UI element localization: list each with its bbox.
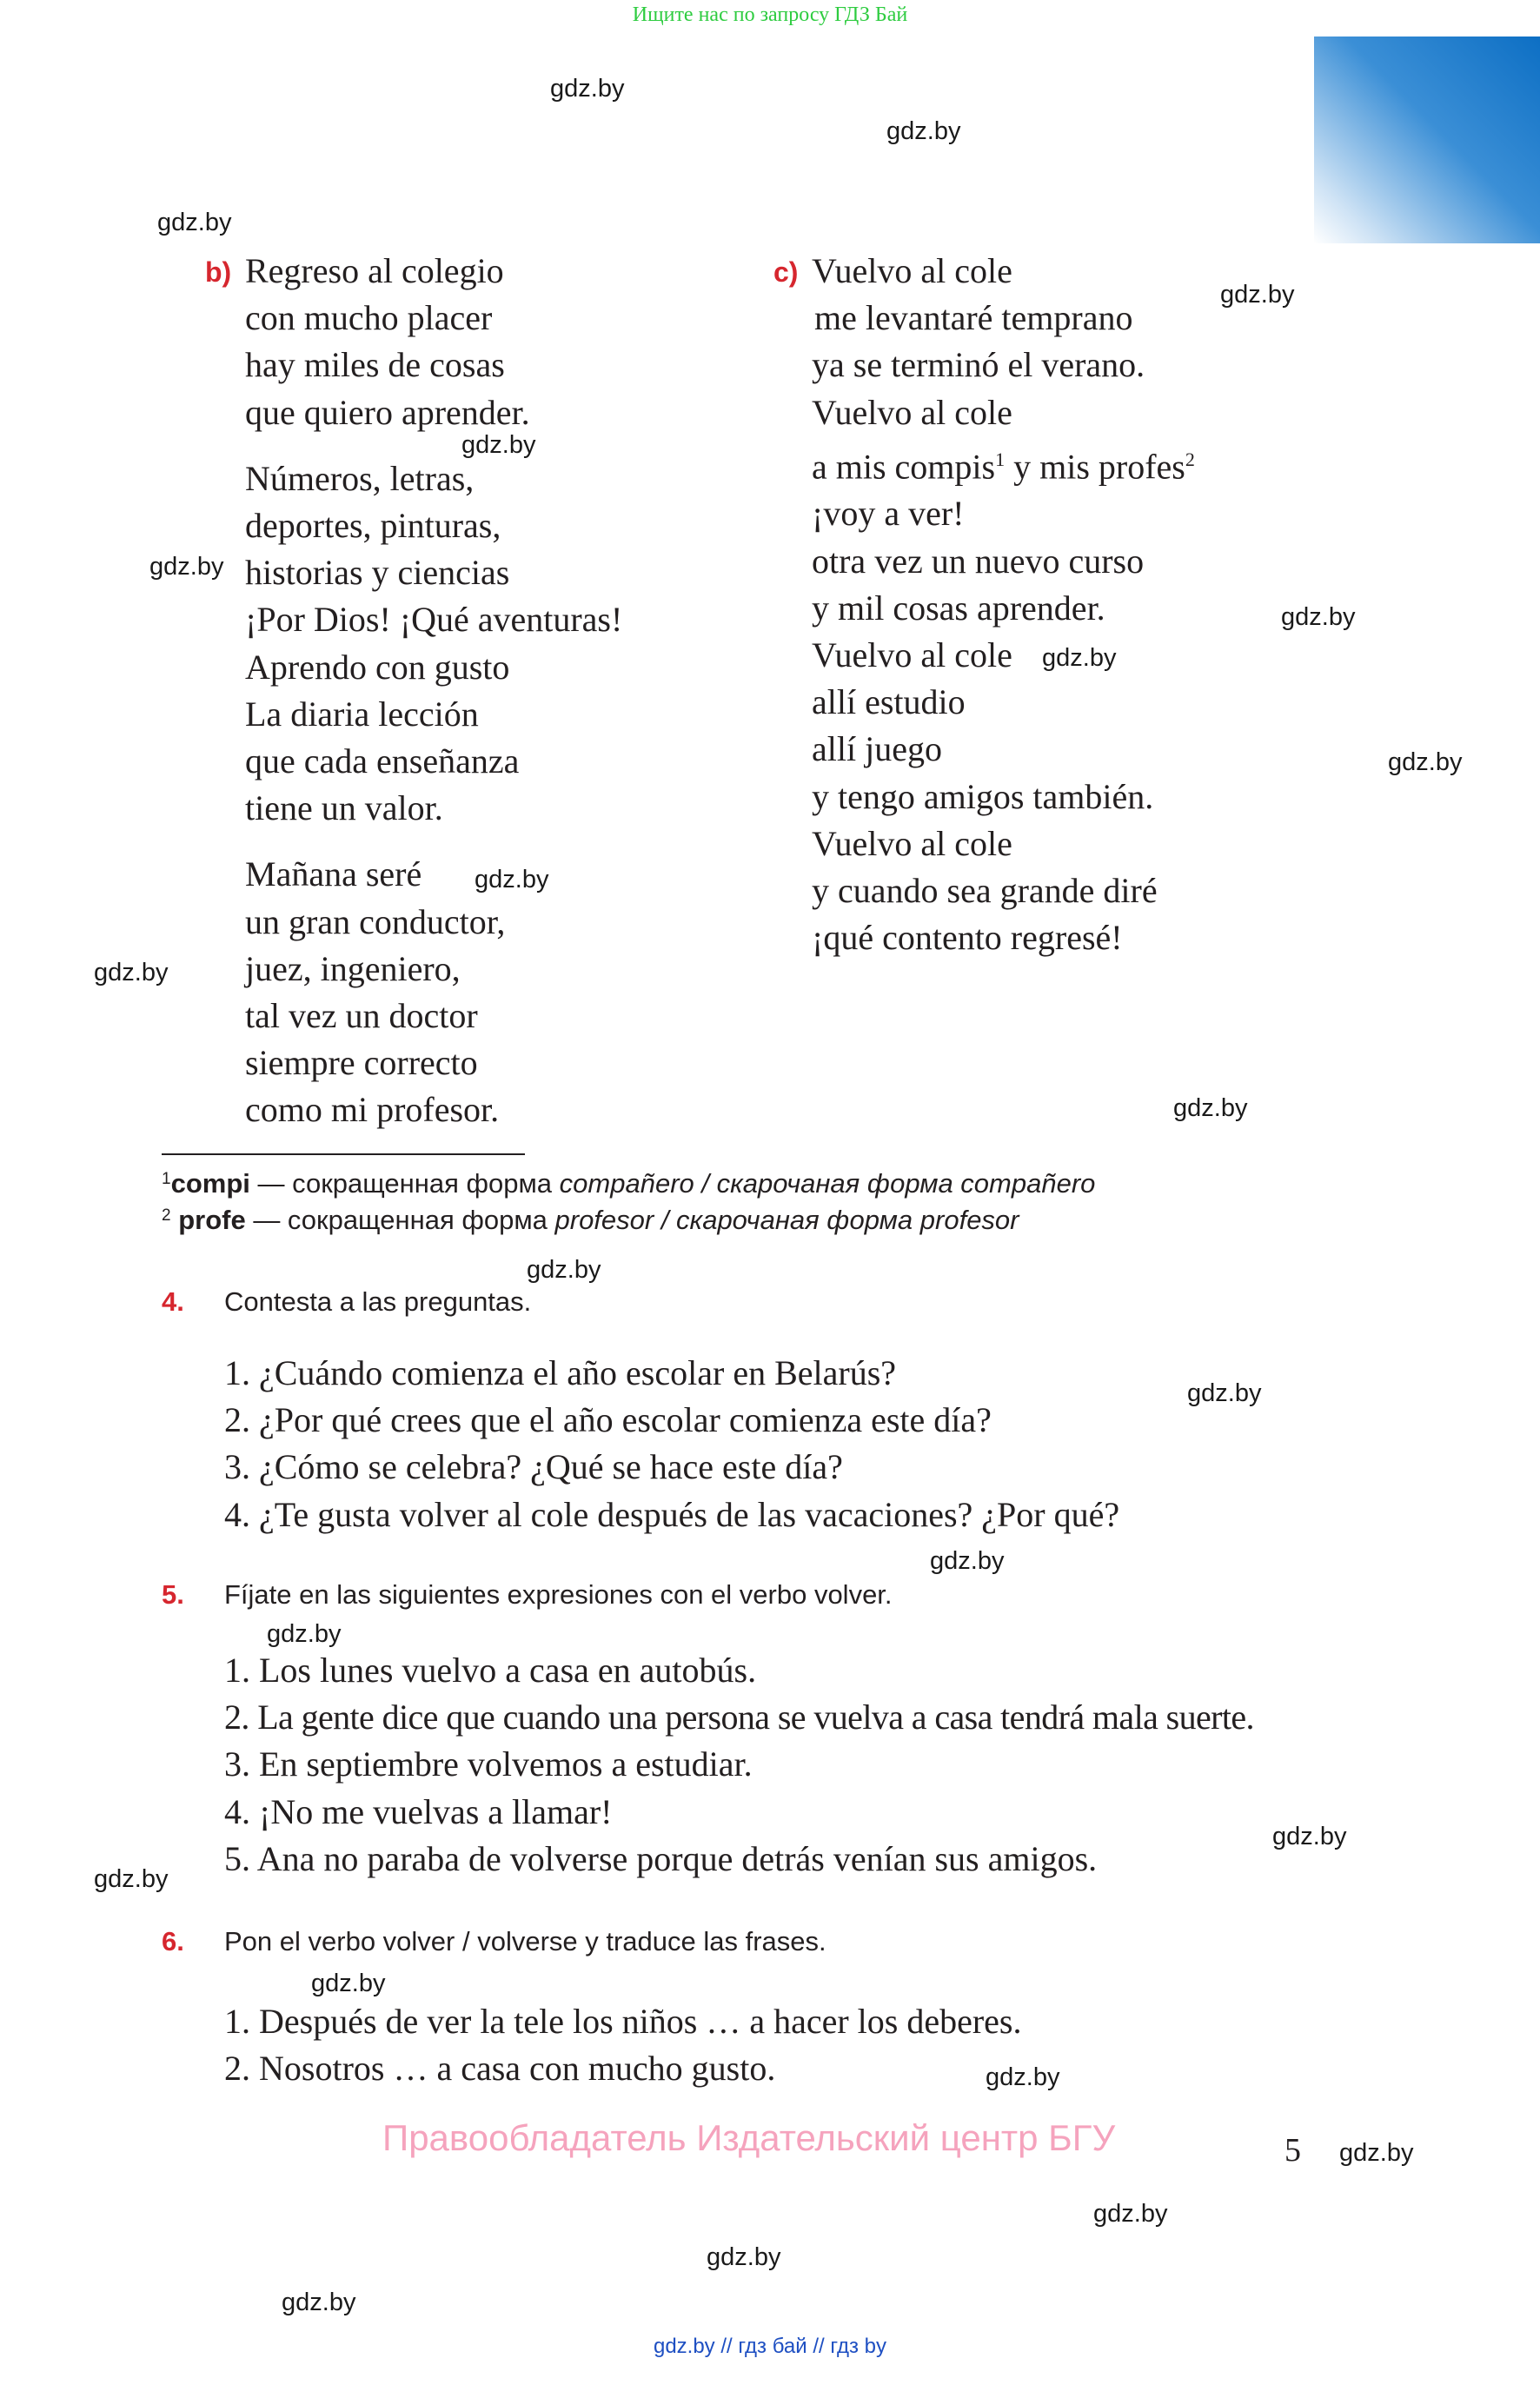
poem-line: me levantaré temprano (814, 298, 1133, 338)
poem-line: Regreso al colegio (245, 251, 504, 290)
poem-line: y cuando sea grande diré (812, 870, 1158, 910)
poem-line: Vuelvo al cole (812, 251, 1012, 290)
list-item: 1. ¿Cuándo comienza el año escolar en Belarús? (224, 1353, 897, 1392)
poem-line: Mañana seré (245, 854, 422, 894)
poem-line: Vuelvo al cole (812, 823, 1012, 863)
list-item: 2. Nosotros … a casa con mucho gusto. (224, 2049, 776, 2089)
poem-line: La diaria lección (245, 694, 479, 734)
watermark: gdz.by (1173, 1094, 1248, 1122)
watermark: gdz.by (550, 75, 625, 103)
poem-line: otra vez un nuevo curso (812, 541, 1145, 581)
poem-line: con mucho placer (245, 298, 493, 338)
list-item: 1. Los lunes vuelvo a casa en autobús. (224, 1651, 757, 1690)
poem-line: que quiero aprender. (245, 392, 530, 432)
page-number: 5 (1284, 2132, 1301, 2169)
watermark: gdz.by (94, 959, 169, 987)
watermark: gdz.by (1042, 644, 1117, 672)
top-banner[interactable]: Ищите нас по запросу ГДЗ Бай (632, 3, 908, 26)
exercise-5-number: 5. (162, 1579, 184, 1610)
list-item: 3. ¿Cómo se celebra? ¿Qué se hace este día? (224, 1447, 843, 1487)
poem-line: tal vez un doctor (245, 996, 478, 1036)
poem-line: juez, ingeniero, (245, 948, 461, 988)
poem-line: ¡qué contento regresé! (812, 918, 1123, 958)
watermark: gdz.by (1339, 2139, 1414, 2167)
poem-line: ya se terminó el verano. (812, 345, 1145, 385)
poem-line: ¡Por Dios! ¡Qué aventuras! (245, 600, 623, 640)
watermark: gdz.by (930, 1547, 1005, 1575)
poem-line: deportes, pinturas, (245, 506, 501, 546)
poem-b (245, 248, 622, 1134)
watermark: gdz.by (707, 2243, 781, 2271)
footnote-2: $^2$ profe — сокращенная форма profesor / скарочаная форма profesor (162, 1205, 1019, 1235)
exercise-6-list (224, 1998, 1021, 2092)
watermark: gdz.by (986, 2063, 1060, 2091)
watermark: gdz.by (1281, 603, 1356, 631)
list-item: 4. ¡No me vuelvas a llamar! (224, 1791, 613, 1831)
copyright-notice: Правообладатель Издательский центр БГУ (382, 2117, 1116, 2158)
poem-line: y mil cosas aprender. (812, 588, 1105, 628)
exercise-4-number: 4. (162, 1286, 184, 1317)
watermark: gdz.by (461, 431, 536, 459)
poem-line: un gran conductor, (245, 901, 506, 941)
exercise-4-list (224, 1350, 1119, 1538)
list-item: 2. La gente dice que cuando una persona se vuelva a casa tendrá mala suerte. (224, 1697, 1254, 1737)
watermark: gdz.by (1093, 2200, 1168, 2228)
watermark: gdz.by (1187, 1379, 1262, 1407)
list-item: 4. ¿Te gusta volver al cole después de las vacaciones? ¿Por qué? (224, 1494, 1120, 1534)
exercise-5-list (224, 1647, 1254, 1883)
poem-line: a mis compis$^1$ y mis profes$^2$ (812, 447, 1195, 487)
poem-line: tiene un valor. (245, 788, 443, 828)
poem-line: Vuelvo al cole (812, 634, 1012, 674)
watermark: gdz.by (886, 117, 961, 145)
poem-line: Aprendo con gusto (245, 647, 510, 687)
footnote-rule (162, 1153, 525, 1155)
watermark: gdz.by (267, 1620, 342, 1648)
list-item: 5. Ana no paraba de volverse porque detrás venían sus amigos. (224, 1838, 1098, 1878)
exercise-6-instruction: Pon el verbo volver / volverse y traduce las frases. (224, 1926, 826, 1956)
exercise-5-instruction: Fíjate en las siguientes expresiones con el verbo volver. (224, 1579, 893, 1610)
poem-line: hay miles de cosas (245, 345, 505, 385)
list-item: 1. Después de ver la tele los niños … a hacer los deberes. (224, 2002, 1022, 2041)
poem-line: Vuelvo al cole (812, 392, 1012, 432)
watermark: gdz.by (282, 2289, 356, 2316)
watermark: gdz.by (475, 866, 549, 894)
watermark: gdz.by (149, 553, 224, 581)
exercise-4-instruction: Contesta a las preguntas. (224, 1286, 532, 1317)
watermark: gdz.by (94, 1865, 169, 1893)
watermark: gdz.by (1388, 748, 1463, 776)
watermark: gdz.by (311, 1970, 386, 1997)
watermark: gdz.by (527, 1256, 601, 1284)
poem-line: que cada enseñanza (245, 741, 520, 781)
poem-line: historias y ciencias (245, 553, 510, 593)
watermark: gdz.by (1220, 281, 1295, 309)
footnote-1: $^1$compi — сокращенная форма compañero / скарочаная форма compañero (162, 1168, 1096, 1199)
watermark: gdz.by (157, 209, 232, 236)
poem-b-label: b) (205, 256, 232, 288)
poem-line: allí estudio (812, 682, 966, 722)
poem-c (812, 248, 1195, 961)
poem-line: siempre correcto (245, 1043, 478, 1083)
list-item: 3. En septiembre volvemos a estudiar. (224, 1744, 753, 1784)
corner-gradient-decoration (1314, 37, 1540, 243)
list-item: 2. ¿Por qué crees que el año escolar comienza este día? (224, 1400, 992, 1440)
poem-line: como mi profesor. (245, 1090, 500, 1130)
poem-line: Números, letras, (245, 458, 475, 498)
bottom-links[interactable]: gdz.by // гдз бай // гдз by (653, 2335, 887, 2358)
exercise-6-number: 6. (162, 1926, 184, 1956)
watermark: gdz.by (1272, 1823, 1347, 1850)
poem-line: y tengo amigos también. (812, 776, 1154, 816)
poem-line: allí juego (812, 729, 942, 769)
poem-c-label: c) (773, 256, 799, 288)
poem-line: ¡voy a ver! (812, 494, 965, 534)
